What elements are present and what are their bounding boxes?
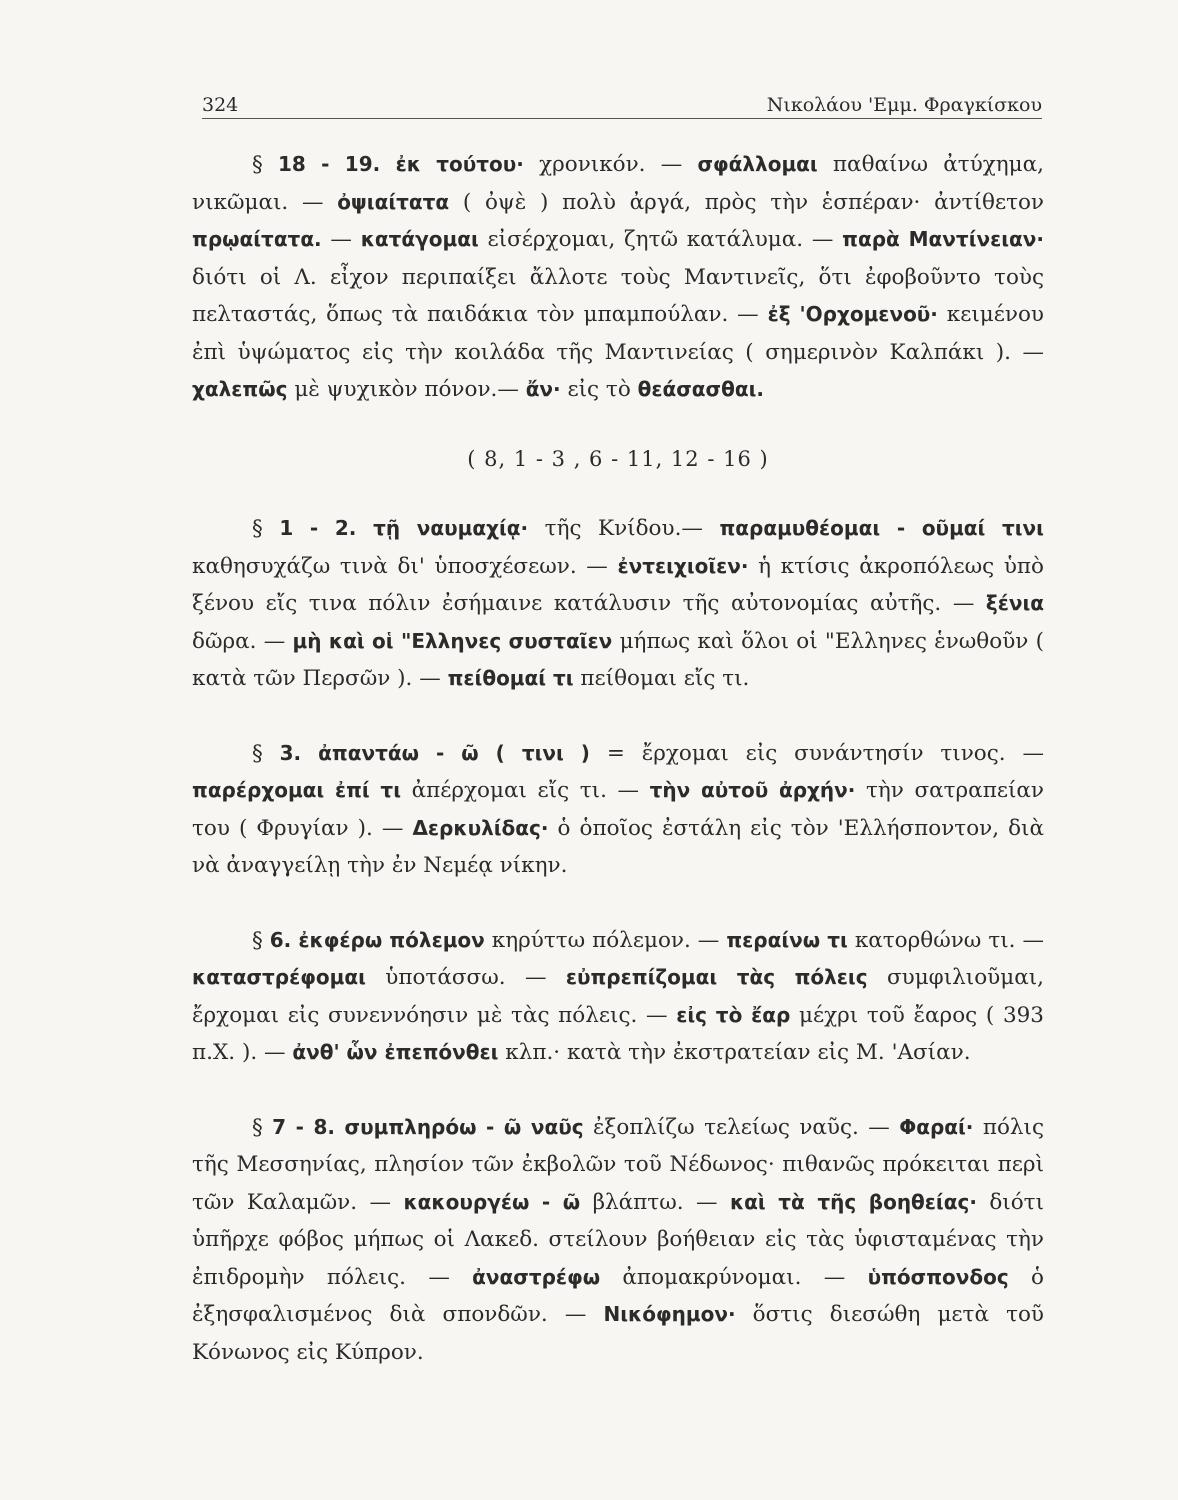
gloss-text: §	[252, 1114, 273, 1140]
gloss-text: τῆς Κνίδου.—	[528, 516, 720, 541]
lemma: ξένια	[985, 591, 1044, 615]
gloss-text: μήπως καὶ ὅλοι οἱ "Ελληνες ἑνωθοῦν ( κατὰ τῶν Περσῶν ). —	[192, 628, 1044, 691]
commentary-paragraph	[192, 1109, 1044, 1372]
paragraph-spacer	[192, 698, 1044, 735]
lemma: εἰς τὸ ἔαρ	[676, 1002, 791, 1027]
lemma: παραμυθέομαι - οῦμαί τινι	[719, 516, 1044, 540]
lemma: παρὰ Μαντίνειαν·	[842, 227, 1044, 251]
gloss-text: διότι οἱ Λ. εἶχον περιπαίξει ἄλλοτε τοὺς Μαντινεῖς, ὅτι ἐφοβοῦντο τοὺς πελταστάς, ὅπως τὰ παιδάκια τὸν μπαμπούλαν. —	[192, 264, 1044, 327]
lemma: ἀναστρέφω	[472, 1264, 601, 1289]
gloss-text: κλπ.· κατὰ τὴν ἐκστρατείαν εἰς Μ. 'Ασίαν.	[498, 1040, 971, 1065]
paragraph-spacer	[192, 1072, 1044, 1109]
gloss-text: κατορθώνω τι. —	[847, 927, 1045, 953]
gloss-text: ὁ ὁποῖος ἐστάλη εἰς τὸν 'Ελλήσποντον, διὰ νὰ ἀναγγείλῃ τὴν ἐν Νεμέᾳ νίκην.	[192, 815, 1044, 878]
lemma: τὴν αὐτοῦ ἀρχήν·	[649, 778, 856, 802]
gloss-text: δῶρα. —	[192, 628, 293, 654]
gloss-text: ὅστις διεσώθη μετὰ τοῦ Κόνωνος εἰς Κύπρον.	[192, 1302, 1044, 1365]
gloss-text: εἰσέρχομαι, ζητῶ κατάλυμα. —	[478, 227, 843, 252]
lemma: θεάσασθαι.	[637, 377, 764, 401]
section-reference: ( 8, 1 - 3 , 6 - 11, 12 - 16 )	[467, 446, 769, 471]
page-number: 324	[202, 94, 239, 116]
lemma: ἄν·	[525, 377, 561, 401]
commentary-paragraph	[192, 735, 1044, 885]
lemma: κατάγομαι	[360, 227, 479, 251]
lemma: παρέρχομαι ἐπί τι	[192, 778, 401, 802]
gloss-text: κηρύττω πόλεμον. —	[484, 927, 727, 953]
paragraph-spacer	[192, 409, 1044, 441]
lemma: Δερκυλίδας·	[412, 815, 549, 840]
lemma: ὑπόσπονδος	[867, 1264, 1009, 1289]
gloss-text: ( ὀψὲ ) πολὺ ἀργά, πρὸς τὴν ἑσπέραν· ἀντίθετον	[449, 189, 1044, 215]
gloss-text: τὴν σατραπείαν του ( Φρυγίαν ). —	[192, 778, 1044, 841]
gloss-text: §	[252, 152, 278, 177]
gloss-text: εἰς τὸ	[560, 377, 638, 402]
gloss-text: §	[252, 516, 280, 541]
gloss-text: §	[252, 740, 280, 766]
lemma: περαίνω τι	[726, 927, 848, 952]
gloss-text: ἐξοπλίζω τελείως ναῦς. —	[583, 1114, 900, 1140]
gloss-text: κειμένου ἐπὶ ὑψώματος εἰς τὴν κοιλάδα τῆς Μαντινείας ( σημερινὸν Καλπάκι ). —	[192, 302, 1044, 365]
lemma: 7 - 8. συμπληρόω - ῶ ναῦς	[272, 1114, 584, 1139]
gloss-text: βλάπτω. —	[580, 1189, 730, 1215]
commentary-paragraph	[192, 922, 1044, 1072]
lemma: κακουργέω - ῶ	[403, 1189, 581, 1214]
lemma: 1 - 2. τῇ ναυμαχίᾳ·	[279, 516, 529, 540]
lemma: ὀψιαίτατα	[337, 189, 450, 214]
commentary-paragraph	[192, 146, 1044, 409]
gloss-text: χρονικόν. —	[523, 152, 698, 177]
lemma: σφάλλομαι	[697, 152, 818, 176]
gloss-text: πόλις τῆς Μεσσηνίας, πλησίον τῶν ἐκβολῶν τοῦ Νέδωνος· πιθανῶς πρόκειται περὶ τῶν Καλαμῶν. —	[192, 1114, 1044, 1215]
commentary-body	[192, 146, 1044, 1371]
gloss-text: ἀπέρχομαι εἴς τι. —	[401, 778, 650, 803]
running-head: Νικολάου 'Εμμ. Φραγκίσκου	[766, 94, 1042, 116]
lemma: εὐπρεπίζομαι τὰς πόλεις	[565, 965, 868, 989]
gloss-text: πείθομαι εἴς τι.	[573, 666, 750, 691]
gloss-text: —	[321, 227, 361, 252]
gloss-text: μὲ ψυχικὸν πόνον.—	[287, 377, 526, 402]
gloss-text: καθησυχάζω τινὰ δι' ὑποσχέσεων. —	[192, 553, 618, 579]
gloss-text: μέχρι τοῦ ἔαρος ( 393 π.Χ. ). —	[192, 1002, 1044, 1065]
lemma: χαλεπῶς	[192, 377, 288, 401]
lemma: πείθομαί τι	[447, 666, 574, 690]
lemma: πρῳαίτατα.	[192, 227, 322, 251]
lemma: 3. ἀπαντάω - ῶ ( τινι )	[279, 740, 590, 765]
lemma: μὴ καὶ οἱ "Ελληνες συσταῖεν	[292, 628, 613, 653]
gloss-text: ὑποτάσσω. —	[365, 965, 566, 990]
gloss-text: ἡ κτίσις ἀκροπόλεως ὑπὸ ξένου εἴς τινα πόλιν ἐσήμαινε κατάλυσιν τῆς αὐτονομίας αὐτῆς. —	[192, 553, 1044, 616]
paragraph-spacer	[192, 478, 1044, 510]
lemma: καταστρέφομαι	[192, 965, 366, 989]
lemma: 18 - 19. ἐκ τούτου·	[277, 152, 524, 176]
gloss-text: §	[252, 927, 270, 953]
gloss-text: ἀπομακρύνομαι. —	[600, 1264, 868, 1290]
lemma: ἐντειχιοῖεν·	[617, 553, 749, 578]
gloss-text: διότι ὑπῆρχε φόβος μήπως οἱ Λακεδ. στείλουν βοήθειαν εἰς τὰς ὑφισταμένας τὴν ἐπιδρομὴν πόλεις. —	[192, 1189, 1045, 1290]
lemma: ἐξ 'Ορχομενοῦ·	[767, 302, 938, 326]
gloss-text: ὁ ἐξησφαλισμένος διὰ σπονδῶν. —	[192, 1264, 1044, 1327]
page-header	[202, 80, 1042, 119]
gloss-text: = ἔρχομαι εἰς συνάντησίν τινος. —	[589, 740, 1044, 766]
lemma: 6. ἐκφέρω πόλεμον	[269, 927, 485, 952]
gloss-text: συμφιλιοῦμαι, ἔρχομαι εἰς συνεννόησιν μὲ τὰς πόλεις. —	[192, 965, 1044, 1028]
lemma: ἀνθ' ὧν ἐπεπόνθει	[292, 1040, 499, 1064]
lemma: Φαραί·	[899, 1114, 974, 1139]
commentary-paragraph	[192, 510, 1044, 698]
lemma: καὶ τὰ τῆς βοηθείας·	[729, 1189, 977, 1214]
lemma: Νικόφημον·	[603, 1302, 736, 1326]
paragraph-spacer	[192, 885, 1044, 922]
gloss-text: παθαίνω ἀτύχημα, νικῶμαι. —	[192, 152, 1044, 215]
